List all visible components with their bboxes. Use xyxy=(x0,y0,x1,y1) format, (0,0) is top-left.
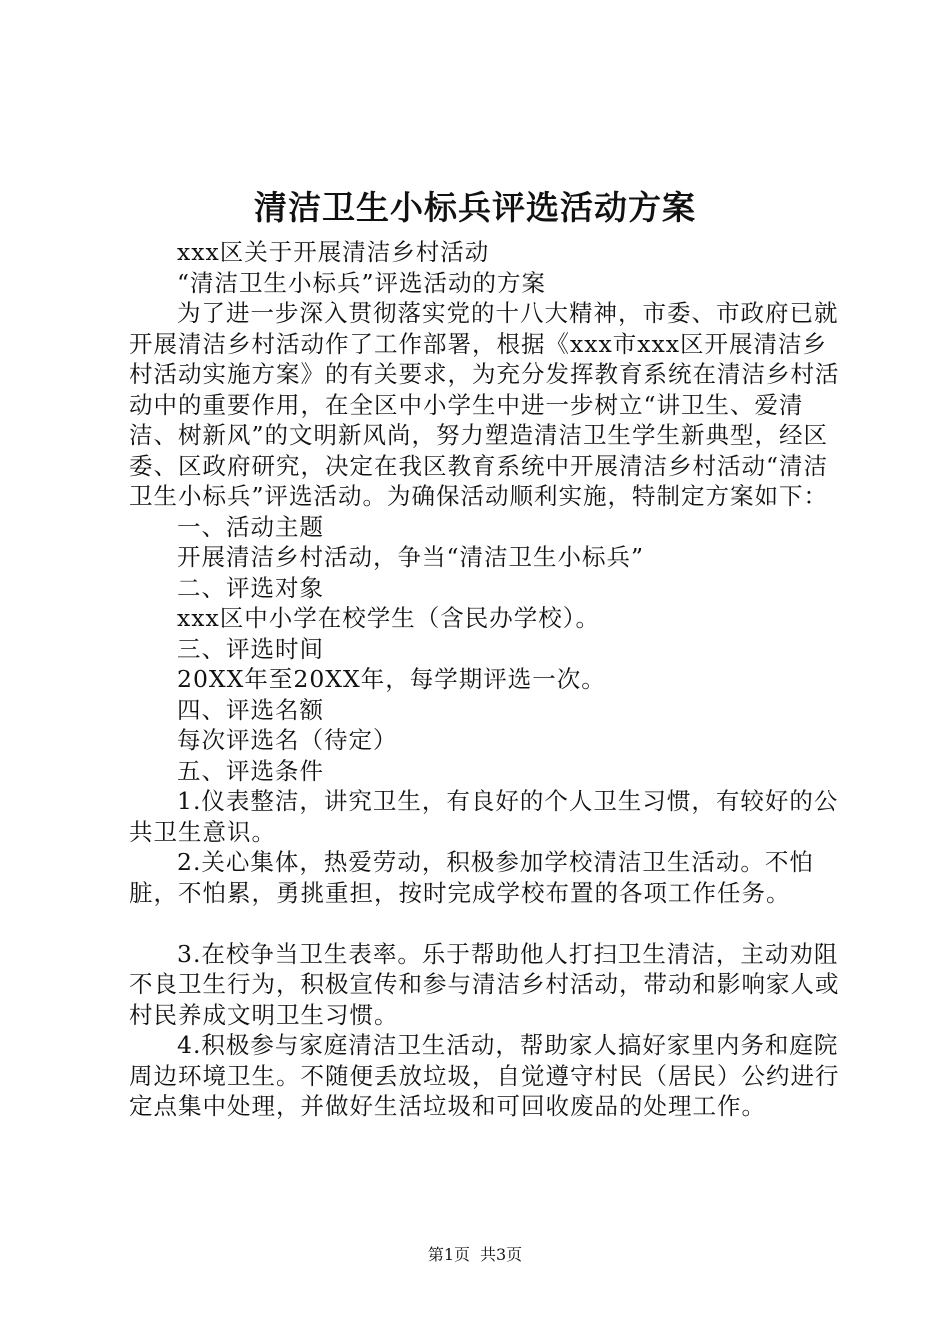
blank-line xyxy=(129,908,844,939)
section-heading-time: 三、评选时间 xyxy=(177,634,324,663)
subtitle-line-1: xxx区关于开展清洁乡村活动 xyxy=(177,238,490,266)
section-heading-target: 二、评选对象 xyxy=(177,573,324,602)
time-text: 20XX年至20XX年，每学期评选一次。 xyxy=(177,665,606,693)
theme-text: 开展清洁乡村活动，争当“清洁卫生小标兵” xyxy=(177,543,645,571)
document-title: 清洁卫生小标兵评选活动方案 xyxy=(254,188,696,227)
page-number: 第1页 xyxy=(427,1245,470,1264)
quota-text: 每次评选名（待定） xyxy=(177,726,398,754)
section-heading-quota: 四、评选名额 xyxy=(177,695,324,724)
target-text: xxx区中小学在校学生（含民办学校）。 xyxy=(177,604,601,632)
page-total: 共3页 xyxy=(480,1245,523,1264)
page-footer xyxy=(0,1243,950,1267)
document-body xyxy=(129,237,844,1122)
condition-item-4: 4.积极参与家庭清洁卫生活动，帮助家人搞好家里内务和庭院周边环境卫生。不随便丢放垃圾，自觉遵守村民（居民）公约进行定点集中处理，并做好生活垃圾和可回收废品的处理工作。 xyxy=(129,1031,840,1120)
intro-paragraph: 为了进一步深入贯彻落实党的十八大精神，市委、市政府已就开展清洁乡村活动作了工作部署，根据《xxx市xxx区开展清洁乡村活动实施方案》的有关要求，为充分发挥教育系统在清洁乡村活动中的重要作用，在全区中小学生中进一步树立“讲卫生、爱清洁、树新风”的文明新风尚，努力塑造清洁卫生学生新典型，经区委、区政府研究，决定在我区教育系统中开展清洁乡村活动“清洁卫生小标兵”评选活动。为确保活动顺利实施，特制定方案如下： xyxy=(129,299,840,510)
subtitle-line-2: “清洁卫生小标兵”评选活动的方案 xyxy=(177,268,547,297)
condition-item-2: 2.关心集体，热爱劳动，积极参加学校清洁卫生活动。不怕脏，不怕累，勇挑重担，按时完成学校布置的各项工作任务。 xyxy=(129,848,814,907)
condition-item-3: 3.在校争当卫生表率。乐于帮助他人打扫卫生清洁，主动劝阻不良卫生行为，积极宣传和参与清洁乡村活动，带动和影响家人或村民养成文明卫生习惯。 xyxy=(129,939,840,1029)
condition-item-1: 1.仪表整洁，讲究卫生，有良好的个人卫生习惯，有较好的公共卫生意识。 xyxy=(129,787,839,846)
section-heading-theme: 一、活动主题 xyxy=(177,512,324,541)
section-heading-conditions: 五、评选条件 xyxy=(177,756,324,785)
